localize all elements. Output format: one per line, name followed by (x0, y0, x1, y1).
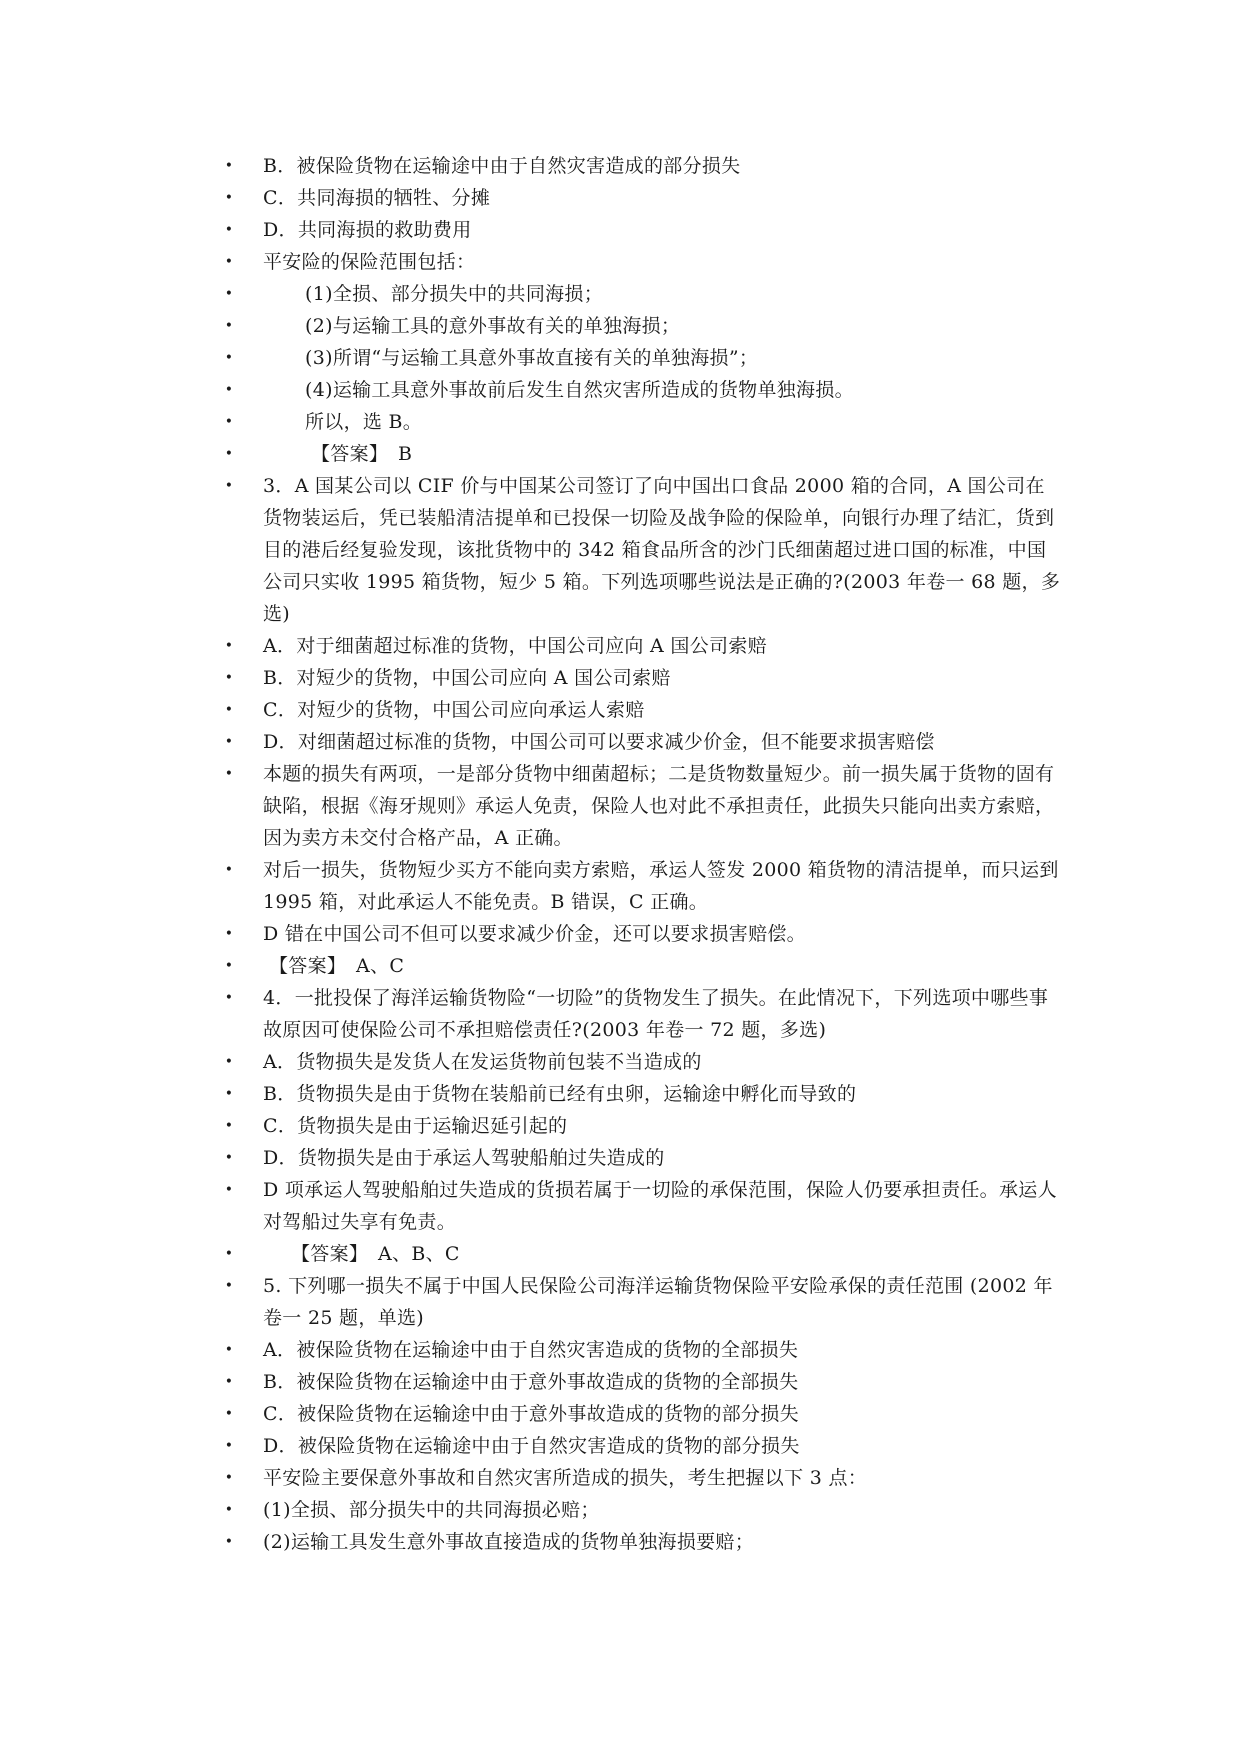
list-item (223, 694, 1063, 726)
list-item-text: (4)运输工具意外事故前后发生自然灾害所造成的货物单独海损。 (305, 379, 854, 401)
list-item (223, 342, 1063, 374)
list-item-text: 平安险主要保意外事故和自然灾害所造成的损失，考生把握以下 3 点： (263, 1467, 868, 1489)
list-item-text: 【答案】 A、C (269, 955, 405, 977)
bullet-icon: • (224, 318, 234, 334)
bullet-icon: • (224, 222, 234, 238)
list-item-text: 【答案】 B (311, 443, 413, 465)
bullet-icon: • (224, 734, 234, 750)
list-item (223, 918, 1063, 950)
bullet-icon: • (224, 414, 234, 430)
list-item (223, 1398, 1063, 1430)
list-item-text: 对后一损失，货物短少买方不能向卖方索赔，承运人签发 2000 箱货物的清洁提单，而只运到 1995 箱，对此承运人不能免责。B 错误，C 正确。 (263, 859, 1059, 913)
bullet-icon: • (224, 1182, 234, 1198)
bullet-icon: • (224, 862, 234, 878)
list-item-text: 所以，选 B。 (305, 411, 423, 433)
list-item-text: D 错在中国公司不但可以要求减少价金，还可以要求损害赔偿。 (263, 923, 806, 945)
list-item (223, 1334, 1063, 1366)
list-item (223, 982, 1063, 1046)
bullet-icon: • (224, 190, 234, 206)
list-item-text: (1)全损、部分损失中的共同海损； (305, 283, 604, 305)
list-item (223, 662, 1063, 694)
list-item (223, 1366, 1063, 1398)
list-item (223, 1238, 1063, 1270)
list-item-text: B．被保险货物在运输途中由于意外事故造成的货物的全部损失 (263, 1371, 799, 1393)
bullet-icon: • (224, 670, 234, 686)
list-item-text: D 项承运人驾驶船舶过失造成的货损若属于一切险的承保范围，保险人仍要承担责任。承运人对驾船过失享有免责。 (263, 1179, 1057, 1233)
list-item-text: 本题的损失有两项，一是部分货物中细菌超标；二是货物数量短少。前一损失属于货物的固有缺陷，根据《海牙规则》承运人免责，保险人也对此不承担责任，此损失只能向出卖方索赔，因为卖方未交付合格产品，A 正确。 (263, 763, 1055, 849)
bullet-icon: • (224, 1342, 234, 1358)
bullet-icon: • (224, 382, 234, 398)
list-item-text: (1)全损、部分损失中的共同海损必赔； (263, 1499, 600, 1521)
list-item (223, 214, 1063, 246)
list-item-text: B．被保险货物在运输途中由于自然灾害造成的部分损失 (263, 155, 741, 177)
bullet-icon: • (224, 702, 234, 718)
list-item (223, 374, 1063, 406)
bullet-icon: • (224, 1374, 234, 1390)
bullet-icon: • (224, 446, 234, 462)
list-item-text: D．被保险货物在运输途中由于自然灾害造成的货物的部分损失 (263, 1435, 800, 1457)
list-item-text: B．货物损失是由于货物在装船前已经有虫卵，运输途中孵化而导致的 (263, 1083, 857, 1105)
list-item-text: D．对细菌超过标准的货物，中国公司可以要求减少价金，但不能要求损害赔偿 (263, 731, 935, 753)
list-item (223, 1142, 1063, 1174)
list-item (223, 246, 1063, 278)
bullet-list (223, 150, 1063, 1558)
list-item (223, 1110, 1063, 1142)
bullet-icon: • (224, 766, 234, 782)
list-item (223, 1078, 1063, 1110)
list-item-text: C．对短少的货物，中国公司应向承运人索赔 (263, 699, 645, 721)
list-item (223, 630, 1063, 662)
list-item (223, 950, 1063, 982)
list-item (223, 1174, 1063, 1238)
list-item (223, 470, 1063, 630)
list-item-text: (2)与运输工具的意外事故有关的单独海损； (305, 315, 681, 337)
list-item-text: 5. 下列哪一损失不属于中国人民保险公司海洋运输货物保险平安险承保的责任范围 (2002 年卷一 25 题，单选) (263, 1275, 1053, 1329)
bullet-icon: • (224, 1470, 234, 1486)
list-item (223, 182, 1063, 214)
bullet-icon: • (224, 1406, 234, 1422)
list-item-text: B．对短少的货物，中国公司应向 A 国公司索赔 (263, 667, 671, 689)
bullet-icon: • (224, 1150, 234, 1166)
bullet-icon: • (224, 638, 234, 654)
bullet-icon: • (224, 286, 234, 302)
list-item (223, 310, 1063, 342)
list-item-text: 【答案】 A、B、C (291, 1243, 460, 1265)
list-item-text: 3．A 国某公司以 CIF 价与中国某公司签订了向中国出口食品 2000 箱的合同，A 国公司在货物装运后，凭已装船清洁提单和已投保一切险及战争险的保险单，向银行办理了结汇，货到目的港后经复验发现，该批货物中的 342 箱食品所含的沙门氏细菌超过进口国的标准，中国公司只实收 1995 箱货物，短少 5 箱。下列选项哪些说法是正确的?(2003 年卷一 68 题，多选) (263, 475, 1061, 625)
bullet-icon: • (224, 1246, 234, 1262)
bullet-icon: • (224, 1534, 234, 1550)
bullet-icon: • (224, 990, 234, 1006)
list-item (223, 438, 1063, 470)
list-item (223, 1494, 1063, 1526)
list-item-text: (3)所谓“与运输工具意外事故直接有关的单独海损”； (305, 347, 759, 369)
bullet-icon: • (224, 1086, 234, 1102)
bullet-icon: • (224, 158, 234, 174)
list-item-text: D．共同海损的救助费用 (263, 219, 472, 241)
list-item (223, 1430, 1063, 1462)
list-item-text: A．货物损失是发货人在发运货物前包装不当造成的 (263, 1051, 702, 1073)
list-item-text: A．对于细菌超过标准的货物，中国公司应向 A 国公司索赔 (263, 635, 767, 657)
bullet-icon: • (224, 958, 234, 974)
list-item-text: C．被保险货物在运输途中由于意外事故造成的货物的部分损失 (263, 1403, 799, 1425)
list-item-text: D．货物损失是由于承运人驾驶船舶过失造成的 (263, 1147, 665, 1169)
list-item (223, 1270, 1063, 1334)
list-item-text: (2)运输工具发生意外事故直接造成的货物单独海损要赔； (263, 1531, 755, 1553)
bullet-icon: • (224, 1502, 234, 1518)
list-item (223, 758, 1063, 854)
list-item-text: C．货物损失是由于运输迟延引起的 (263, 1115, 568, 1137)
list-item (223, 150, 1063, 182)
bullet-icon: • (224, 350, 234, 366)
list-item-text: A．被保险货物在运输途中由于自然灾害造成的货物的全部损失 (263, 1339, 799, 1361)
bullet-icon: • (224, 1278, 234, 1294)
list-item-text: 平安险的保险范围包括： (263, 251, 476, 273)
bullet-icon: • (224, 1118, 234, 1134)
list-item (223, 278, 1063, 310)
bullet-icon: • (224, 1438, 234, 1454)
bullet-icon: • (224, 926, 234, 942)
bullet-icon: • (224, 1054, 234, 1070)
list-item (223, 1462, 1063, 1494)
list-item (223, 854, 1063, 918)
list-item-text: 4．一批投保了海洋运输货物险“一切险”的货物发生了损失。在此情况下，下列选项中哪些事故原因可使保险公司不承担赔偿责任?(2003 年卷一 72 题，多选) (263, 987, 1049, 1041)
list-item-text: C．共同海损的牺牲、分摊 (263, 187, 491, 209)
bullet-icon: • (224, 478, 234, 494)
list-item (223, 1046, 1063, 1078)
bullet-icon: • (224, 254, 234, 270)
list-item (223, 406, 1063, 438)
list-item (223, 1526, 1063, 1558)
list-item (223, 726, 1063, 758)
